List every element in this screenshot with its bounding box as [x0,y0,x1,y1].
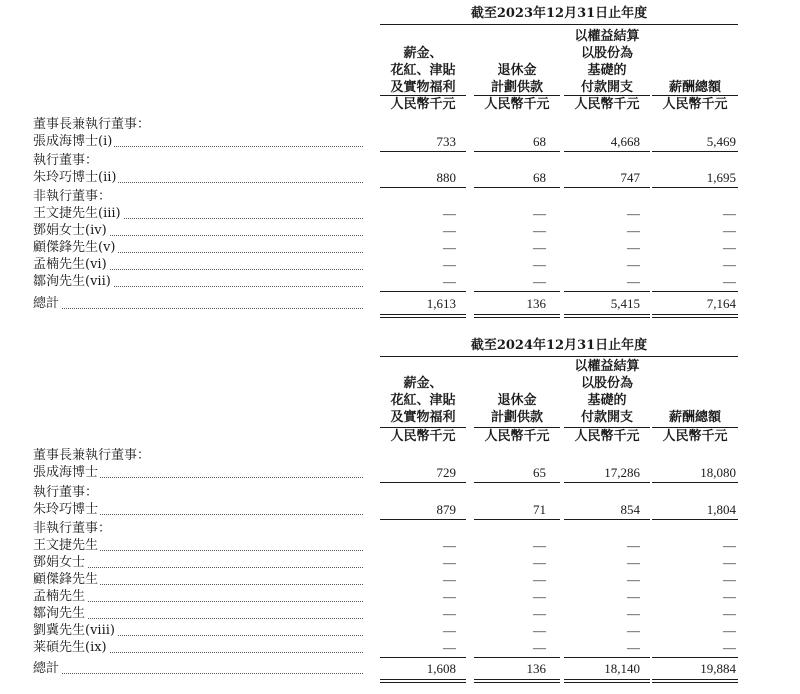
value-cell: — [443,206,456,221]
table-row [0,538,800,554]
row-label: 鄧娟女士(iv) [33,223,363,239]
value-cell: — [723,257,736,272]
row-label: 總計 [33,661,363,677]
group-title: 執行董事： [33,153,99,168]
group-title: 董事長兼執行董事： [33,117,151,132]
value-cell: — [627,606,640,621]
value-cell: — [627,257,640,272]
value-cell: — [533,572,546,587]
table-row [0,589,800,605]
period-header: 截至2023年12月31日止年度 [470,6,648,21]
value-cell: — [723,640,736,655]
table-row [0,572,800,588]
value-cell: — [443,555,456,570]
subtotal-rule [474,482,560,483]
row-label: 張成海博士 [33,465,363,481]
unit-label: 人民幣千元 [574,429,640,444]
row-label: 劉冀先生(viii) [33,623,363,639]
value-cell: — [627,240,640,255]
column-header-total: 薪酬總額 [668,80,721,95]
group-title: 董事長兼執行董事： [33,448,151,463]
total-double-rule [380,679,466,683]
total-double-rule [564,679,650,683]
period-header: 截至2024年12月31日止年度 [470,338,648,353]
period-underline [380,356,738,357]
group-title: 非執行董事： [33,521,112,536]
value-cell: 733 [436,134,456,149]
value-cell: 18,080 [700,465,736,480]
value-cell: — [723,538,736,553]
total-cell: 5,415 [610,296,640,311]
row-label: 孟楠先生(vi) [33,257,363,273]
row-label: 鄧娟女士 [33,555,363,571]
column-header-total: 薪酬總額 [668,410,721,425]
row-label: 總計 [33,296,363,312]
row-label: 莱碩先生(ix) [33,640,363,656]
value-cell: — [627,623,640,638]
value-cell: — [723,555,736,570]
value-cell: — [627,572,640,587]
row-label: 孟楠先生 [33,589,363,605]
value-cell: — [533,640,546,655]
value-cell: — [723,606,736,621]
value-cell: — [533,555,546,570]
value-cell: — [723,240,736,255]
value-cell: — [723,623,736,638]
total-cell: 19,884 [700,661,736,676]
subtotal-rule [652,482,738,483]
column-header-salaries: 薪金、 花紅、津貼 及實物福利 [390,46,456,95]
value-cell: — [533,206,546,221]
unit-label: 人民幣千元 [390,97,456,112]
column-header-share-based: 以權益結算 以股份為 基礎的 付款開支 [574,359,640,425]
total-row [0,661,800,677]
value-cell: — [723,589,736,604]
total-double-rule [474,679,560,683]
table-row [0,606,800,622]
value-cell: — [443,606,456,621]
value-cell: — [627,206,640,221]
unit-label: 人民幣千元 [484,429,550,444]
value-cell: — [443,223,456,238]
subtotal-rule [564,482,650,483]
subtotal-rule [380,519,466,520]
value-cell: 854 [620,502,640,517]
value-cell: — [443,623,456,638]
value-cell: — [723,223,736,238]
subtotal-rule [564,657,650,658]
value-cell: — [627,555,640,570]
value-cell: 1,695 [706,170,736,185]
total-cell: 1,613 [426,296,456,311]
total-cell: 136 [526,296,546,311]
header-underline [652,427,738,428]
value-cell: — [533,274,546,289]
row-label: 顧傑鋒先生(v) [33,240,363,256]
value-cell: 65 [533,465,546,480]
unit-label: 人民幣千元 [390,429,456,444]
value-cell: 68 [533,134,546,149]
value-cell: 5,469 [706,134,736,149]
value-cell: 1,804 [706,502,736,517]
value-cell: — [443,640,456,655]
column-header-pension: 退休金 計劃供款 [490,393,543,425]
value-cell: 17,286 [604,465,640,480]
value-cell: — [723,572,736,587]
total-double-rule [652,679,738,683]
value-cell: 747 [620,170,640,185]
value-cell: 729 [436,465,456,480]
value-cell: — [443,538,456,553]
total-cell: 136 [526,661,546,676]
value-cell: — [533,257,546,272]
value-cell: — [627,589,640,604]
value-cell: — [723,274,736,289]
value-cell: — [533,623,546,638]
subtotal-rule [380,482,466,483]
value-cell: — [443,274,456,289]
value-cell: — [627,223,640,238]
row-label: 張成海博士(i) [33,134,363,150]
header-underline [564,427,650,428]
value-cell: 880 [436,170,456,185]
row-label: 王文捷先生 [33,538,363,554]
value-cell: — [443,240,456,255]
column-header-salaries: 薪金、 花紅、津貼 及實物福利 [390,376,456,425]
header-underline [380,427,466,428]
column-header-pension: 退休金 計劃供款 [490,63,543,95]
value-cell: 68 [533,170,546,185]
total-cell: 1,608 [426,661,456,676]
row-label: 鄒洵先生(vii) [33,274,363,290]
value-cell: — [533,538,546,553]
row-label: 王文捷先生(iii) [33,206,363,222]
total-cell: 18,140 [604,661,640,676]
row-label: 鄒洵先生 [33,606,363,622]
subtotal-rule [652,657,738,658]
subtotal-rule [474,519,560,520]
value-cell: — [533,589,546,604]
row-label: 朱玲巧博士(ii) [33,170,363,186]
subtotal-rule [652,519,738,520]
column-header-share-based: 以權益結算 以股份為 基礎的 付款開支 [574,29,640,95]
unit-label: 人民幣千元 [574,97,640,112]
header-underline [474,427,560,428]
unit-label: 人民幣千元 [662,429,728,444]
value-cell: — [627,538,640,553]
group-title: 非執行董事： [33,189,112,204]
value-cell: — [533,606,546,621]
value-cell: — [443,589,456,604]
table-row [0,623,800,639]
value-cell: — [443,257,456,272]
subtotal-rule [380,657,466,658]
unit-label: 人民幣千元 [484,97,550,112]
group-title: 執行董事： [33,485,99,500]
subtotal-rule [564,519,650,520]
value-cell: — [533,223,546,238]
table-row [0,465,800,481]
table-row [0,555,800,571]
table-row [0,640,800,656]
row-label: 顧傑鋒先生 [33,572,363,588]
value-cell: 879 [436,502,456,517]
table-row [0,502,800,518]
value-cell: 4,668 [610,134,640,149]
value-cell: — [443,572,456,587]
total-cell: 7,164 [706,296,736,311]
row-label: 朱玲巧博士 [33,502,363,518]
value-cell: — [627,640,640,655]
value-cell: — [627,274,640,289]
subtotal-rule [474,657,560,658]
value-cell: 71 [533,502,546,517]
value-cell: — [533,240,546,255]
value-cell: — [723,206,736,221]
unit-label: 人民幣千元 [662,97,728,112]
